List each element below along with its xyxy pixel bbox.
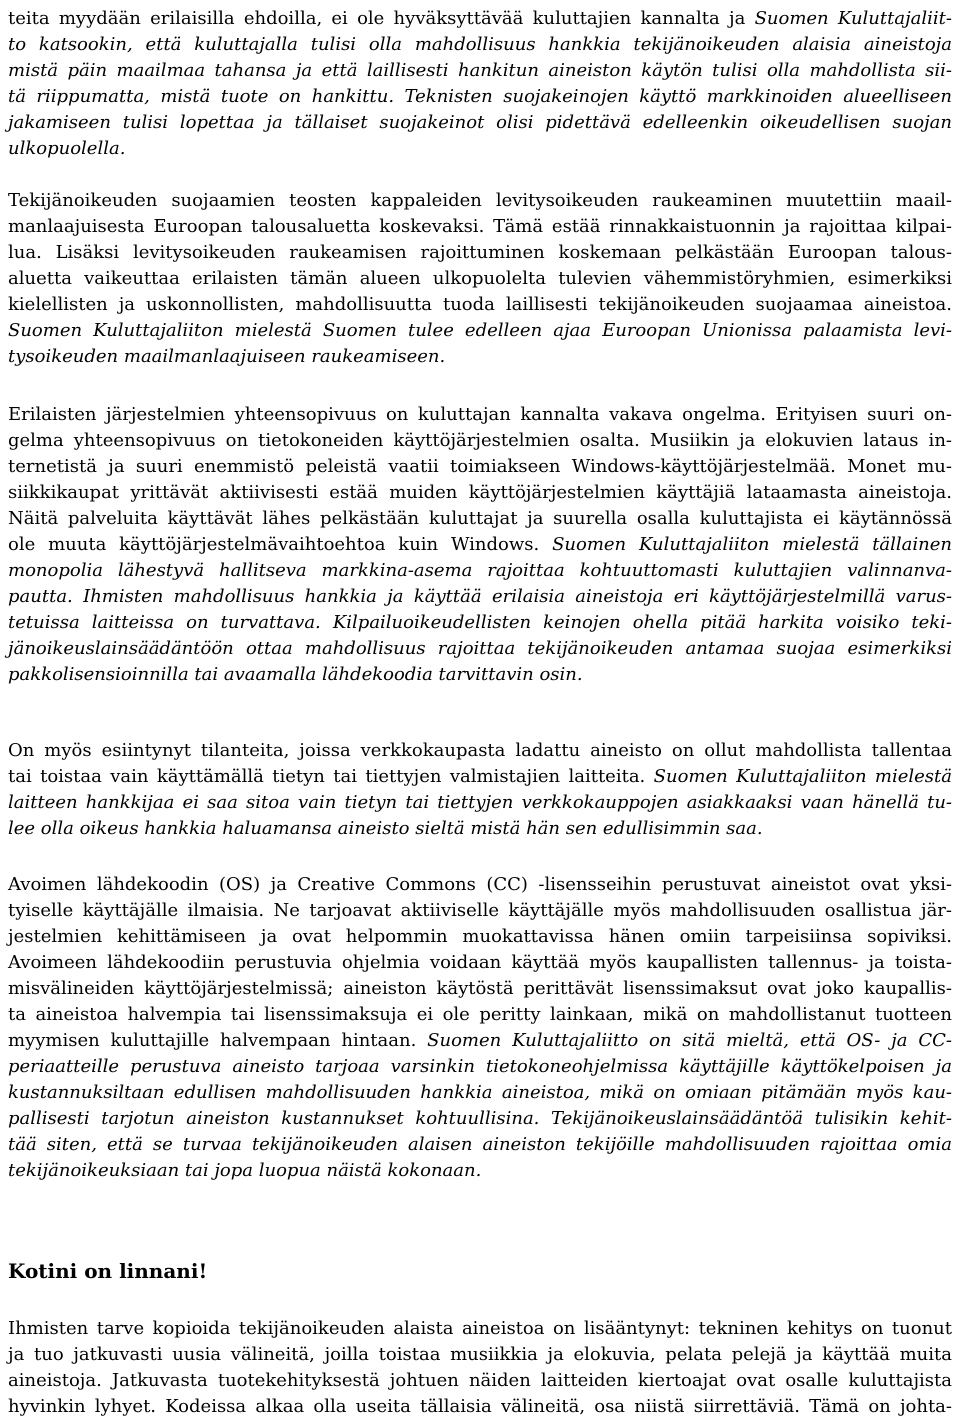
text-line-content [8,188,952,214]
italic-text: tetuissa laitteissa on turvattava. Kilpailuoikeudellisten keinojen ohella pitää harkita voisiko teki- [8,612,952,633]
text-line-content [8,428,952,454]
text-line-content [8,240,952,266]
text-line [8,1106,952,1132]
text-line [8,584,952,610]
section-heading: Kotini on linnani! [8,1259,208,1283]
body-text: aineistoja. Jatkuvasta tuotekehityksestä johtuen näiden laitteiden kiertoajat ovat osalle kuluttajista [8,1370,952,1391]
body-text: manlaajuisesta Euroopan talousaluetta koskevaksi. Tämä estää rinnakkaistuonnin ja rajoittaa kilpai- [8,216,952,237]
text-line-content [8,584,952,610]
text-line [8,764,952,790]
text-line-content [8,790,952,816]
body-text: tai toistaa vain käyttämällä tietyn tai tiettyjen valmistajien laitteita. [8,766,654,787]
body-text: teita myydään erilaisilla ehdoilla, ei ole hyväksyttävää kuluttajien kannalta ja [8,8,755,29]
body-text: myymisen kuluttajille halvempaan hintaan. [8,1030,428,1051]
italic-text: jänoikeuslainsäädäntöön ottaa mahdollisuus rajoittaa tekijänoikeuden antamaa suojaa esimerkiksi [8,638,952,659]
text-line [8,898,952,924]
text-line-content [8,6,952,32]
text-line [8,6,952,32]
body-text: tyiselle käyttäjälle ilmaisia. Ne tarjoavat aktiiviselle käyttäjälle myös mahdollisuuden osallistua jär- [8,900,952,921]
italic-text: pallisesti tarjotun aineiston kustannukset kohtuullisina. Tekijänoikeuslainsäädäntöä tulisikin kehit- [8,1108,952,1129]
text-line-content [8,636,952,662]
text-line-content [8,924,952,950]
text-line [8,1316,952,1342]
text-line [8,402,952,428]
text-line [8,344,952,370]
text-line-content [8,1316,952,1342]
text-line [8,1158,952,1184]
text-line-content [8,976,952,1002]
body-text: ja tuo jatkuvasti uusia välineitä, joilla toistaa musiikkia ja elokuvia, pelata pelejä ja käyttää muita [8,1344,952,1365]
text-line-content [8,138,125,159]
text-line [8,240,952,266]
text-line-content [8,32,952,58]
text-line-content [8,318,952,344]
text-line [8,1132,952,1158]
italic-text: lee olla oikeus hankkia haluamansa aineisto sieltä mistä hän sen edullisimmin saa. [8,818,763,839]
text-line [8,32,952,58]
body-text: Näitä palveluita käyttävät lähes pelkästään kuluttajat ja suurella osalla kuluttajista ei käytännössä [8,508,952,529]
text-line [8,738,952,764]
text-line-content [8,346,445,367]
body-text: jestelmien kehittämiseen ja ovat helpommin muokattavissa hänen omiin tarpeisiinsa sopiviksi. [8,926,952,947]
text-line [8,188,952,214]
body-text: Avoimen lähdekoodin (OS) ja Creative Commons (CC) -lisensseihin perustuvat aineistot ovat yksi- [8,874,952,895]
body-text: On myös esiintynyt tilanteita, joissa verkkokaupasta ladattu aineisto on ollut mahdollista tallentaa [8,740,952,761]
text-line [8,636,952,662]
text-line-content [8,1160,481,1181]
text-line [8,84,952,110]
italic-text: tysoikeuden maailmanlaajuiseen raukeamiseen. [8,346,446,367]
italic-text: pautta. Ihmisten mahdollisuus hankkia ja käyttää erilaisia aineistoja eri käyttöjärjestelmillä varus- [8,586,952,607]
text-line-content [8,454,952,480]
text-line [8,58,952,84]
text-line-content [8,1080,952,1106]
italic-text: tä riippumatta, mistä tuote on hankittu. Teknisten suojakeinojen käyttö markkinoiden alueelliseen [8,86,952,107]
italic-text: mistä päin maailmaa tahansa ja että laillisesti hankitun aineiston käytön tulisi olla mahdollista sii- [8,60,952,81]
text-line [8,1002,952,1028]
text-line [8,1394,952,1420]
body-text: ta aineistoa halvempia tai lisenssimaksuja ei ole peritty lainkaan, mikä on mahdollistanut tuotteen [8,1004,952,1025]
body-text: kielellisten ja uskonnollisten, mahdollisuutta tuoda laillisesti tekijänoikeuden suojaamaa aineistoa. [8,294,952,315]
text-line [8,1080,952,1106]
text-line [8,454,952,480]
text-line [8,532,952,558]
text-line [8,266,952,292]
body-text: aluetta vaikeuttaa erilaisten tämän alueen ulkopuolelta tulevien vähemmistöryhmien, esimerkiksi [8,268,952,289]
text-line [8,480,952,506]
text-line-content [8,818,763,839]
text-line-content [8,738,952,764]
text-line-content [8,1394,952,1420]
text-line-content [8,764,952,790]
body-text: Tekijänoikeuden suojaamien teosten kappaleiden levitysoikeuden raukeaminen muutettiin maail- [8,190,952,211]
italic-text: laitteen hankkijaa ei saa sitoa vain tietyn tai tiettyjen verkkokauppojen asiakkaaksi vaan hänellä tu- [8,792,952,813]
body-text: lua. Lisäksi levitysoikeuden raukeamisen rajoittuminen koskemaan pelkästään Euroopan talous- [8,242,952,263]
body-text: Ihmisten tarve kopioida tekijänoikeuden alaista aineistoa on lisääntynyt: tekninen kehitys on tuonut [8,1318,952,1339]
text-line [8,1028,952,1054]
italic-text: Suomen Kuluttajaliiton mielestä Suomen tulee edelleen ajaa Euroopan Unionissa palaamista levi- [8,320,952,341]
italic-text: tekijänoikeuksiaan tai jopa luopua näistä kokonaan. [8,1160,482,1181]
text-line [8,110,952,136]
text-line [8,506,952,532]
text-line-content [8,898,952,924]
text-line-content [8,532,952,558]
text-line-content [8,610,952,636]
text-line-content [8,266,952,292]
text-line-content [8,402,952,428]
body-text: Erilaisten järjestelmien yhteensopivuus on kuluttajan kannalta vakava ongelma. Erityisen suuri on- [8,404,952,425]
italic-text: Suomen Kuluttajaliit- [754,8,952,29]
body-text: gelma yhteensopivuus on tietokoneiden käyttöjärjestelmien osalta. Musiikin ja elokuvien lataus in- [8,430,952,451]
body-text: ole muuta käyttöjärjestelmävaihtoehtoa kuin Windows. [8,534,553,555]
body-text: hyvinkin lyhyet. Kodeissa alkaa olla useita tällaisia välineitä, osa niistä siirrettäviä. Tämä on johta- [8,1396,952,1417]
text-line-content [8,872,952,898]
text-line [8,558,952,584]
italic-text: Suomen Kuluttajaliiton mielestä tällainen [552,534,952,555]
text-line [8,872,952,898]
italic-text: jakamiseen tulisi lopettaa ja tällaiset suojakeinot olisi pidettävä edelleenkin oikeudellisen suojan [8,112,952,133]
italic-text: pakkolisensioinnilla tai avaamalla lähdekoodia tarvittavin osin. [8,664,583,685]
text-line [8,976,952,1002]
text-line-content [8,664,583,685]
body-text: siikkikaupat yrittävät aktiivisesti estää muiden käyttöjärjestelmien käyttäjiä lataamasta aineistoja. [8,482,952,503]
text-line [8,1342,952,1368]
italic-text: tää siten, että se turvaa tekijänoikeuden alaisen aineiston tekijöille mahdollisuuden rajoittaa omia [8,1134,952,1155]
text-line [8,1368,952,1394]
text-line [8,214,952,240]
body-text: Avoimeen lähdekoodiin perustuvia ohjelmia voidaan käyttää myös kaupallisten tallennus- ja toista- [8,952,952,973]
text-line-content [8,1028,952,1054]
italic-text: Suomen Kuluttajaliiton mielestä [653,766,952,787]
text-line-content [8,292,952,318]
italic-text: periaatteille perustuva aineisto tarjoaa varsinkin tietokoneohjelmissa käyttäjille käyttökelpoisen ja [8,1056,952,1077]
text-line [8,318,952,344]
text-line [8,816,952,842]
text-line [8,950,952,976]
body-text: ternetistä ja suuri enemmistö peleistä vaatii toimiakseen Windows-käyttöjärjestelmää. Monet mu- [8,456,952,477]
text-line-content [8,214,952,240]
text-line-content [8,558,952,584]
italic-text: ulkopuolella. [8,138,126,159]
text-line [8,292,952,318]
text-line [8,610,952,636]
text-line-content [8,1132,952,1158]
body-text: misvälineiden käyttöjärjestelmissä; aineiston käytöstä perittävät lisenssimaksut ovat joko kaupallis- [8,978,952,999]
text-line [8,428,952,454]
text-line [8,924,952,950]
italic-text: to katsookin, että kuluttajalla tulisi olla mahdollisuus hankkia tekijänoikeuden alaisia aineistoja [8,34,952,55]
text-line-content [8,1054,952,1080]
text-line-content [8,1368,952,1394]
italic-text: monopolia lähestyvä hallitseva markkina-asema rajoittaa kohtuuttomasti kuluttajien valinnanva- [8,560,952,581]
italic-text: Suomen Kuluttajaliitto on sitä mieltä, että OS- ja CC- [427,1030,953,1051]
text-line-content [8,84,952,110]
text-line-content [8,950,952,976]
text-line-content [8,58,952,84]
text-line [8,790,952,816]
text-line-content [8,1002,952,1028]
text-line [8,662,952,688]
text-line [8,1054,952,1080]
text-line [8,136,952,162]
text-line-content [8,110,952,136]
text-line-content [8,1106,952,1132]
italic-text: kustannuksiltaan edullisen mahdollisuuden hankkia aineistoa, mikä on omiaan pitämään myös kau- [8,1082,952,1103]
text-line-content [8,1342,952,1368]
text-line-content [8,506,952,532]
text-line-content [8,480,952,506]
